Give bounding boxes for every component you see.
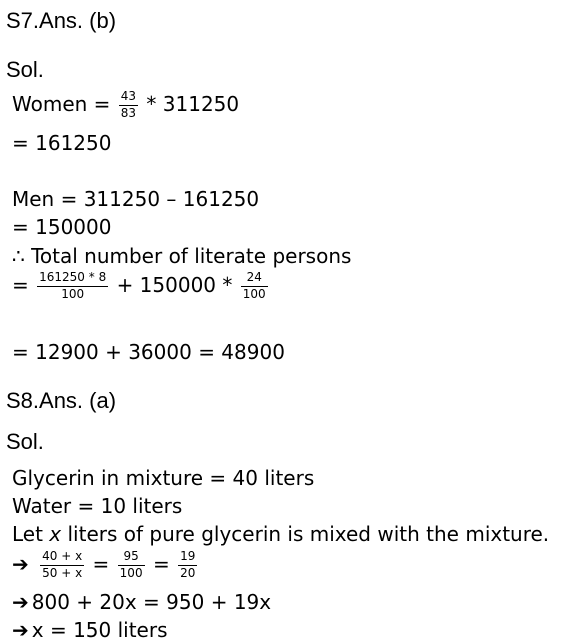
calc-fraction-1-den: 100	[61, 286, 85, 301]
s7-men-result: = 150000	[12, 215, 112, 239]
calc-fraction-2	[241, 271, 268, 302]
women-fraction-num: 43	[119, 90, 138, 106]
right-arrow-icon: ➔	[12, 590, 29, 614]
s8-water-line: Water = 10 liters	[12, 494, 183, 518]
calc-fraction-2-den: 100	[242, 286, 266, 301]
women-lhs: Women =	[12, 91, 111, 116]
step2-text: 800 + 20x = 950 + 19x	[31, 590, 272, 614]
s8-step3-line	[12, 618, 168, 642]
s7-heading: S7.Ans. (b)	[6, 8, 117, 33]
calc-mid: + 150000 *	[116, 272, 233, 297]
ratio-eq-2: =	[152, 551, 170, 576]
women-rhs: * 311250	[146, 91, 240, 116]
ratio-fraction-3-den: 20	[180, 565, 196, 580]
women-fraction-den: 83	[120, 105, 137, 120]
s8-ratio-line	[12, 550, 199, 581]
right-arrow-icon: ➔	[12, 618, 29, 642]
s7-men-line: Men = 311250 – 161250	[12, 187, 260, 211]
s7-final: = 12900 + 36000 = 48900	[12, 340, 285, 364]
calc-eq: =	[12, 272, 29, 297]
s7-women-line	[12, 90, 239, 121]
calc-fraction-2-num: 24	[241, 271, 268, 287]
ratio-fraction-1-num: 40 + x	[40, 550, 84, 566]
s8-heading: S8.Ans. (a)	[6, 388, 117, 413]
s8-glycerin-line: Glycerin in mixture = 40 liters	[12, 466, 315, 490]
calc-fraction-1-num: 161250 * 8	[37, 271, 108, 287]
ratio-fraction-3	[178, 550, 197, 581]
ratio-fraction-2	[118, 550, 145, 581]
let-prefix: Let	[12, 522, 50, 546]
ratio-fraction-1-den: 50 + x	[42, 565, 83, 580]
s7-total-label: ∴ Total number of literate persons	[12, 244, 352, 268]
s8-step2-line	[12, 590, 271, 614]
right-arrow-icon: ➔	[12, 551, 29, 576]
ratio-fraction-3-num: 19	[178, 550, 197, 566]
ratio-eq-1: =	[92, 551, 110, 576]
calc-fraction-1	[37, 271, 108, 302]
s8-sol-label: Sol.	[6, 429, 44, 454]
ratio-fraction-2-den: 100	[119, 565, 143, 580]
women-fraction	[119, 90, 138, 121]
step3-text: x = 150 liters	[31, 618, 168, 642]
ratio-fraction-2-num: 95	[118, 550, 145, 566]
s7-sol-label: Sol.	[6, 57, 44, 82]
s7-calc-line	[12, 271, 270, 302]
let-rest: liters of pure glycerin is mixed with the mixture.	[61, 522, 550, 546]
s7-women-result: = 161250	[12, 131, 112, 155]
s8-let-line	[12, 522, 549, 546]
ratio-fraction-1	[40, 550, 84, 581]
let-variable: x	[49, 522, 62, 546]
